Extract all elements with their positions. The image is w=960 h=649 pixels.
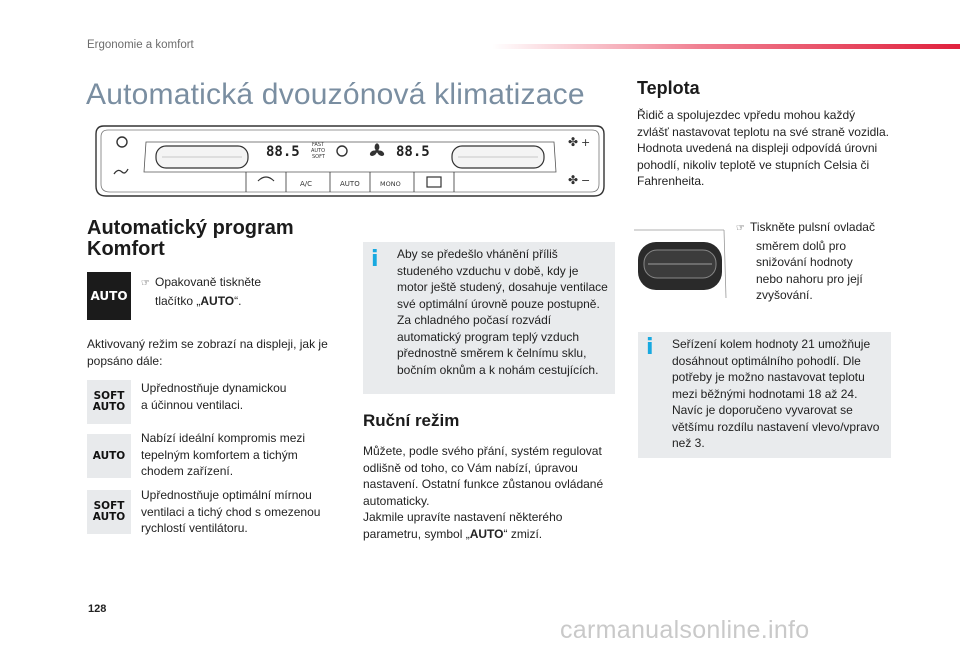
info-text: Seřízení kolem hodnoty 21 umožňuje dosáhnout optimálního pohodlí. Dle potřeby je možno nastavovat teplotu mezi běžnými hodnotami 18 až 24. Navíc je doporučeno vyvarovat se většímu rozdílu nastavení vlevo/vpravo než 3. — [672, 337, 880, 450]
mode-description: Upřednostňuje dynamickou a účinnou ventilaci. — [141, 381, 287, 412]
auto-button: AUTO — [340, 180, 360, 188]
page-title: Automatická dvouzónová klimatizace — [86, 78, 585, 111]
info-box-temperature — [638, 332, 891, 458]
temperature-instruction: ☞ Tiskněte pulsní ovladač směrem dolů pro snižování hodnoty nebo nahoru pro její zvyšování. — [736, 220, 875, 302]
finger-pointer-icon: ☞ — [141, 278, 150, 289]
mode-indicator: FAST — [312, 142, 325, 148]
left-temp-display: 88.5 — [266, 144, 300, 160]
mode-description: Upřednostňuje optimální mírnou ventilaci a tichý chod s omezenou rychlostí ventilátoru. — [141, 488, 321, 535]
finger-pointer-icon: ☞ — [736, 223, 745, 234]
activated-mode-text: Aktivovaný režim se zobrazí na displeji, jak je popsáno dále: — [87, 337, 328, 368]
auto-button-icon: AUTO — [87, 272, 131, 320]
info-icon: i — [646, 335, 654, 360]
fan-decrease-icon: ✤ — [568, 173, 579, 187]
auto-program-heading: Automatický program Komfort — [87, 217, 294, 260]
info-icon: i — [371, 247, 379, 272]
right-temp-display: 88.5 — [396, 144, 430, 160]
svg-text:SOFT: SOFT — [312, 154, 325, 160]
manual-mode-heading: Ruční režim — [363, 411, 460, 430]
soft-auto-icon: SOFT AUTO — [87, 380, 131, 424]
manual-mode-text: Můžete, podle svého přání, systém regulovat odlišně od toho, co Vám nabízí, úpravou nastavení. Ostatní funkce zůstanou ovládané automaticky. Jakmile upravíte nastavení některého parametru, symbol „AUTO“ zmizí. — [363, 444, 604, 541]
auto-mode-icon: AUTO — [87, 434, 131, 478]
svg-text:+: + — [581, 136, 591, 149]
header-accent-bar — [492, 44, 960, 49]
section-label: Ergonomie a komfort — [87, 39, 194, 51]
climate-control-panel-illustration — [90, 118, 610, 203]
temperature-heading: Teplota — [637, 78, 700, 98]
fan-increase-icon: ✤ — [568, 135, 579, 149]
info-text: Aby se předešlo vhánění příliš studeného vzduchu v době, kdy je motor ještě studený, dosahuje ventilace své optimální úrovně pouze postupně. Za chladného počasí rozvádí automatický program teplý vzduch přednostně směrem k čelnímu sklu, bočním oknům a k nohám cestujících. — [397, 247, 608, 377]
mono-button: MONO — [380, 180, 401, 188]
ac-button: A/C — [300, 180, 313, 188]
svg-text:−: − — [581, 174, 591, 187]
page-number: 128 — [88, 603, 107, 615]
temperature-text: Řidič a spolujezdec vpředu mohou každý zvlášť nastavovat teplotu na své straně vozidla. Hodnota uvedená na displeji odpovídá úrovni pohodlí, nikoliv teplotě ve stupních Celsia či Fahrenheita. — [637, 108, 889, 188]
mode-description: Nabízí ideální kompromis mezi tepelným komfortem a tichým chodem zařízení. — [141, 431, 306, 478]
svg-text:AUTO: AUTO — [311, 148, 326, 154]
auto-instruction: ☞ Opakovaně tiskněte tlačítko „AUTO“. — [141, 275, 262, 308]
info-box-cold-start — [363, 242, 615, 394]
watermark: carmanualsonline.info — [560, 616, 810, 644]
temperature-knob-illustration — [634, 228, 730, 298]
soft-auto-icon: SOFT AUTO — [87, 490, 131, 534]
